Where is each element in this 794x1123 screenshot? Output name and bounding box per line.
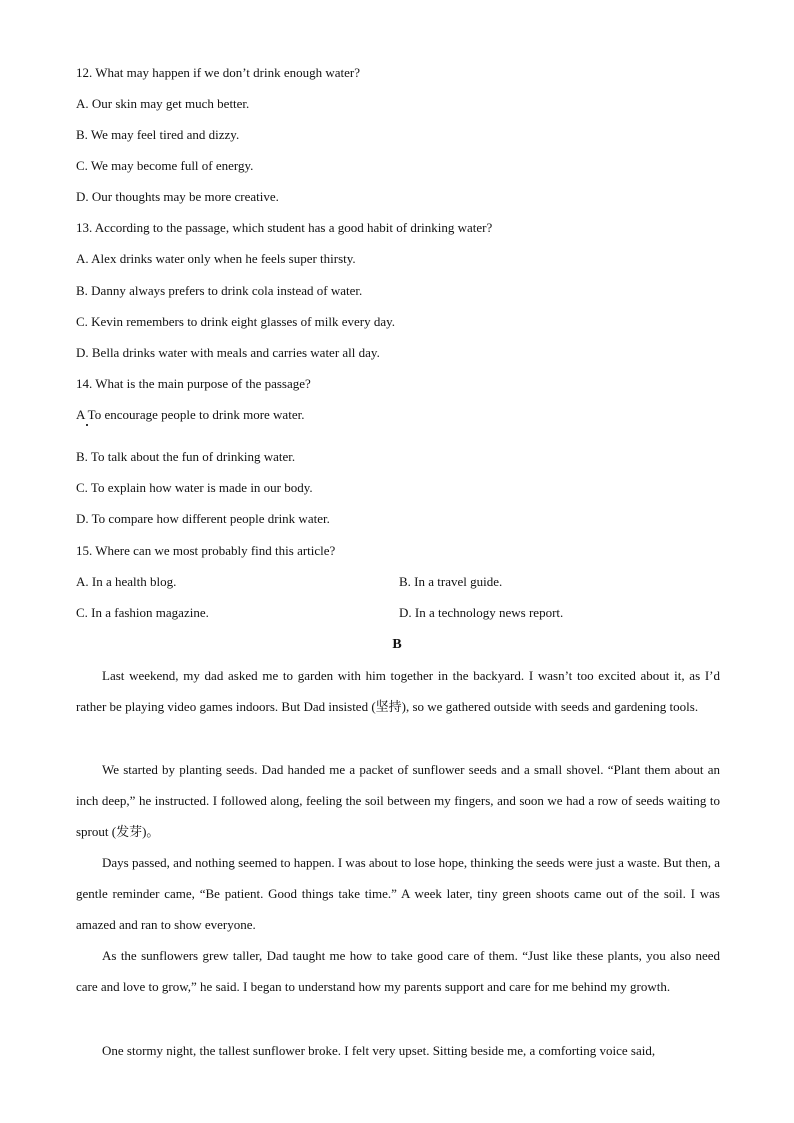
stray-dot	[86, 424, 88, 426]
question-13-option-b: B. Danny always prefers to drink cola instead of water.	[76, 283, 363, 298]
section-b-heading: B	[392, 637, 402, 652]
question-15-option-b: B. In a travel guide.	[399, 574, 503, 589]
question-12-option-b: B. We may feel tired and dizzy.	[76, 127, 240, 142]
question-14-option-a: A To encourage people to drink more water.	[76, 407, 305, 422]
paragraph-text: As the sunflowers grew taller, Dad taught me how to take good care of them. “Just like these plants, you also need care and love to grow,” he said. I began to understand how my parents support and care for me behind my growth.	[76, 948, 720, 995]
question-15-option-a: A. In a health blog.	[76, 574, 177, 589]
passage-paragraph-4	[76, 940, 720, 1002]
question-14-option-d: D. To compare how different people drink water.	[76, 511, 330, 526]
paragraph-text: One stormy night, the tallest sunflower broke. I felt very upset. Sitting beside me, a comforting voice said,	[102, 1043, 656, 1058]
paragraph-text: Last weekend, my dad asked me to garden with him together in the backyard. I wasn’t too excited about it, as I’d rather be playing video games indoors. But Dad insisted (坚持), so we gathered outside with seeds and gardening tools.	[76, 668, 720, 715]
question-13-option-a: A. Alex drinks water only when he feels super thirsty.	[76, 251, 356, 266]
question-12-option-d: D. Our thoughts may be more creative.	[76, 189, 279, 204]
question-13-stem: 13. According to the passage, which student has a good habit of drinking water?	[76, 220, 493, 235]
passage-paragraph-5	[76, 1035, 720, 1066]
question-13-option-d: D. Bella drinks water with meals and carries water all day.	[76, 345, 380, 360]
question-12-option-a: A. Our skin may get much better.	[76, 96, 250, 111]
question-14-option-b: B. To talk about the fun of drinking water.	[76, 449, 296, 464]
passage-paragraph-2	[76, 754, 720, 848]
passage-paragraph-3	[76, 847, 720, 941]
paragraph-text: Days passed, and nothing seemed to happen. I was about to lose hope, thinking the seeds were just a waste. But then, a gentle reminder came, “Be patient. Good things take time.” A week later, tiny green shoots came out of the soil. I was amazed and ran to show everyone.	[76, 855, 720, 933]
question-14-stem: 14. What is the main purpose of the passage?	[76, 376, 311, 391]
passage-paragraph-1	[76, 660, 720, 722]
question-12-option-c: C. We may become full of energy.	[76, 158, 254, 173]
question-15-option-d: D. In a technology news report.	[399, 605, 564, 620]
question-14-option-c: C. To explain how water is made in our body.	[76, 480, 313, 495]
paragraph-text: We started by planting seeds. Dad handed me a packet of sunflower seeds and a small shovel. “Plant them about an inch deep,” he instructed. I followed along, feeling the soil between my fingers, and soon we had a row of seeds waiting to sprout (发芽)。	[76, 762, 720, 840]
question-15-option-c: C. In a fashion magazine.	[76, 605, 209, 620]
question-15-stem: 15. Where can we most probably find this article?	[76, 543, 336, 558]
question-13-option-c: C. Kevin remembers to drink eight glasses of milk every day.	[76, 314, 396, 329]
question-12-stem: 12. What may happen if we don’t drink enough water?	[76, 65, 360, 80]
